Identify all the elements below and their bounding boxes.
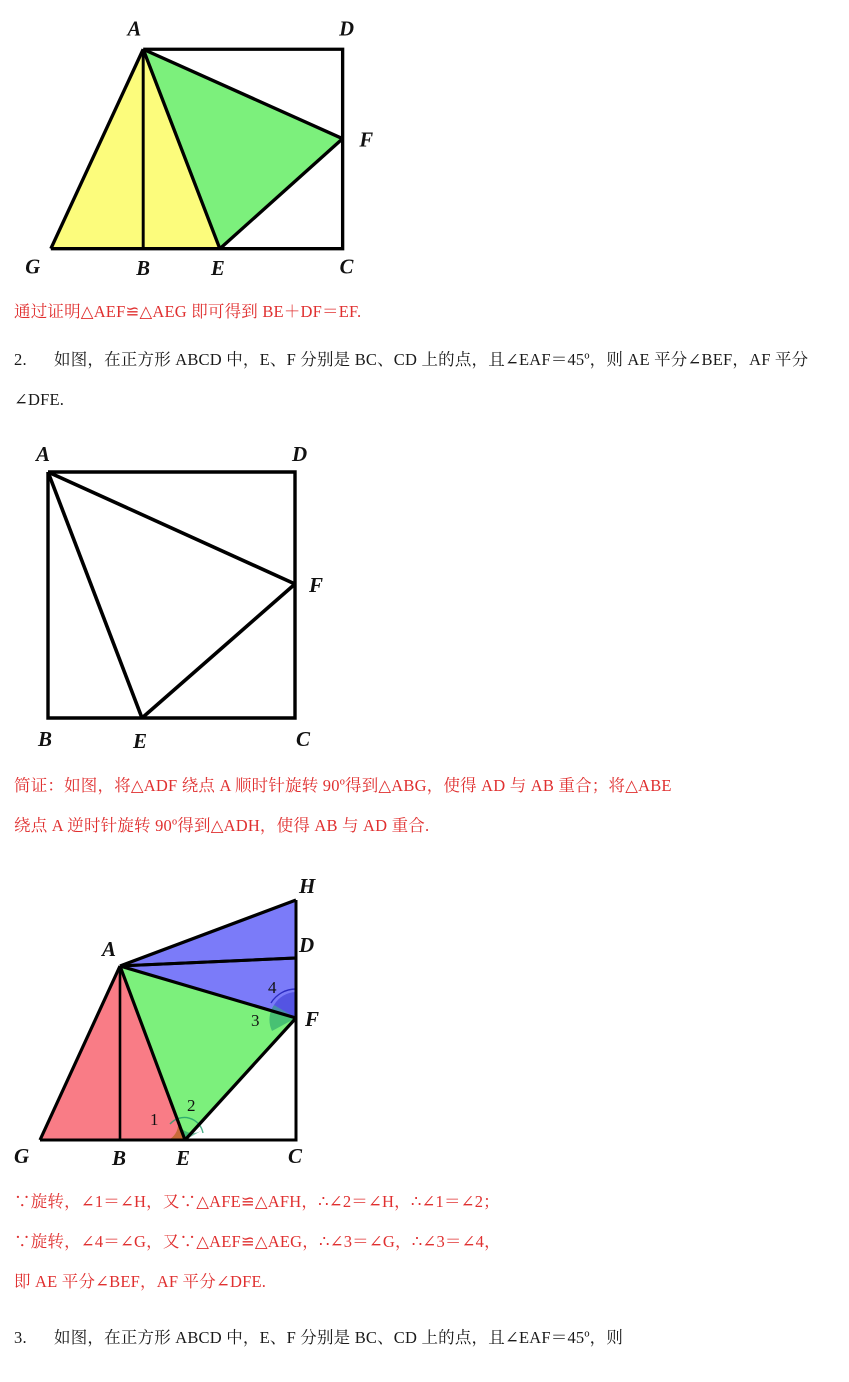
- problem-3-text: 如图，在正方形 ABCD 中，E、F 分别是 BC、CD 上的点，且∠EAF＝45º，则: [54, 1328, 624, 1347]
- annotation-line-2-part-2: 绕点 A 逆时针旋转 90º得到△ADH，使得 AB 与 AD 重合.: [14, 816, 430, 835]
- point-label-F: F: [309, 573, 324, 597]
- figure-3-square-abcd-two-rotations: [0, 862, 400, 1172]
- angle-label-1: 1: [150, 1110, 159, 1129]
- annotation-line-3-part-1: ∵旋转，∠1＝∠H，又∵△AFE≌△AFH，∴∠2＝∠H，∴∠1＝∠2；: [14, 1192, 500, 1211]
- point-label-E: E: [176, 1146, 191, 1170]
- point-label-C: C: [288, 1144, 303, 1168]
- point-label-F: F: [359, 129, 374, 152]
- point-label-B: B: [38, 727, 53, 751]
- segment-EF: [142, 584, 295, 718]
- annotation-line-1: 通过证明△AEF≌△AEG 即可得到 BE＋DF＝EF.: [14, 302, 362, 321]
- angle-label-4: 4: [268, 978, 277, 997]
- annotation-line-3-part-3: 即 AE 平分∠BEF，AF 平分∠DFE.: [14, 1272, 267, 1291]
- point-label-D: D: [292, 442, 308, 466]
- point-label-H: H: [299, 874, 316, 898]
- point-label-B: B: [136, 258, 151, 281]
- figure-1-square-abcd-yellow-green: [0, 8, 420, 288]
- point-label-E: E: [210, 258, 225, 281]
- point-label-A: A: [102, 937, 117, 961]
- problem-item-2: [14, 340, 836, 420]
- point-label-D: D: [339, 18, 355, 41]
- annotation-line-2-part-1: 简证：如图，将△ADF 绕点 A 顺时针旋转 90º得到△ABG，使得 AD 与 AB 重合；将△ABE: [14, 776, 672, 795]
- annotation-line-3-part-2: ∵旋转，∠4＝∠G，又∵△AEF≌△AEG，∴∠3＝∠G，∴∠3＝∠4，: [14, 1232, 501, 1251]
- angle-label-3: 3: [251, 1011, 260, 1030]
- point-label-C: C: [296, 727, 311, 751]
- point-label-A: A: [127, 18, 142, 41]
- figure-2-square-abcd-plain: [0, 436, 400, 756]
- point-label-E: E: [133, 729, 148, 753]
- problem-2-text: 如图，在正方形 ABCD 中，E、F 分别是 BC、CD 上的点，且∠EAF＝45º，则 AE 平分∠BEF，AF 平分∠DFE.: [14, 350, 809, 409]
- problem-3-number: 3.: [14, 1328, 27, 1347]
- point-label-G: G: [25, 256, 41, 279]
- annotation-line-2: [14, 766, 836, 846]
- problem-item-3: [14, 1318, 836, 1358]
- point-label-G: G: [14, 1144, 30, 1168]
- point-label-A: A: [36, 442, 51, 466]
- problem-2-number: 2.: [14, 350, 27, 369]
- point-label-C: C: [339, 256, 354, 279]
- point-label-B: B: [112, 1146, 127, 1170]
- square-ABCD-outline: [48, 472, 295, 718]
- annotation-line-3: [14, 1182, 836, 1302]
- point-label-F: F: [305, 1007, 320, 1031]
- point-label-D: D: [299, 933, 315, 957]
- angle-label-2: 2: [187, 1096, 196, 1115]
